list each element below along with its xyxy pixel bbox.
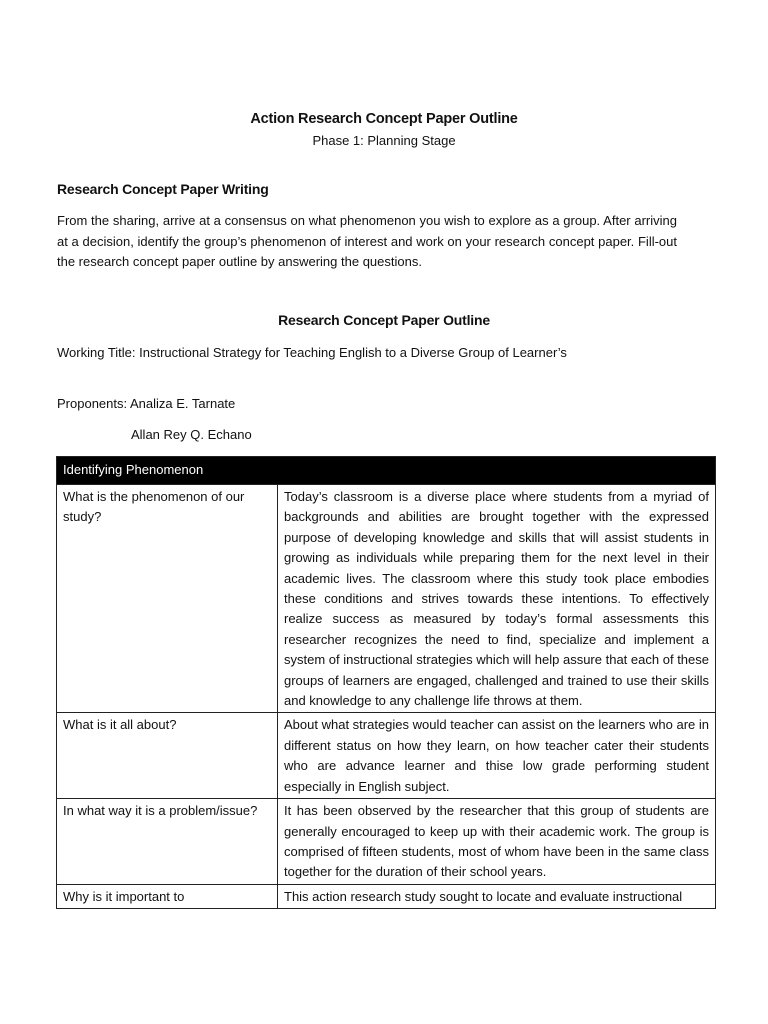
table-row: [57, 884, 716, 908]
section-heading: Research Concept Paper Writing: [57, 181, 269, 197]
answer-cell: About what strategies would teacher can assist on the learners who are in different status on how they learn, on how teacher cater their students who are advance learner and thise low grade performing student especially in English subject.: [278, 713, 716, 799]
table-row: [57, 713, 716, 799]
question-cell: What is it all about?: [57, 713, 278, 799]
table-header: Identifying Phenomenon: [57, 457, 716, 485]
answer-cell: Today’s classroom is a diverse place where students from a myriad of backgrounds and abilities are brought together with the expressed purpose of developing knowledge and skills that will assist students in growing as individuals while preparing them for the next level in their academic lives. The classroom where this study took place embodies these conditions and strives towards these intentions. To effectively realize success as measured by today’s formal assessments this researcher recognizes the need to find, specialize and implement a system of instructional strategies which will help assure that each of these groups of learners are engaged, challenged and trained to use their skills and knowledge to any challenge life throws at them.: [278, 485, 716, 713]
table-header-row: [57, 457, 716, 485]
answer-cell: It has been observed by the researcher that this group of students are generally encouraged to keep up with their academic work. The group is comprised of fifteen students, most of whom have been in the same class together for the duration of their school years.: [278, 799, 716, 885]
working-title: Working Title: Instructional Strategy for Teaching English to a Diverse Group of Learner’s: [57, 345, 567, 360]
table-row: [57, 485, 716, 713]
document-title: Action Research Concept Paper Outline: [250, 111, 518, 127]
question-cell: In what way it is a problem/issue?: [57, 799, 278, 885]
question-cell: What is the phenomenon of our study?: [57, 485, 278, 713]
answer-cell: This action research study sought to locate and evaluate instructional: [278, 884, 716, 908]
intro-paragraph: From the sharing, arrive at a consensus on what phenomenon you wish to explore as a group. After arriving at a decision, identify the group’s phenomenon of interest and work on your research concept paper. Fill-out the research concept paper outline by answering the questions.: [57, 213, 677, 270]
document-subtitle: Phase 1: Planning Stage: [312, 133, 456, 148]
outline-heading: Research Concept Paper Outline: [278, 312, 490, 328]
proponents-line: Proponents: Analiza E. Tarnate: [57, 396, 236, 411]
question-cell: Why is it important to: [57, 884, 278, 908]
proponent-second: Allan Rey Q. Echano: [131, 427, 252, 442]
phenomenon-table: [56, 456, 716, 909]
table-row: [57, 799, 716, 885]
